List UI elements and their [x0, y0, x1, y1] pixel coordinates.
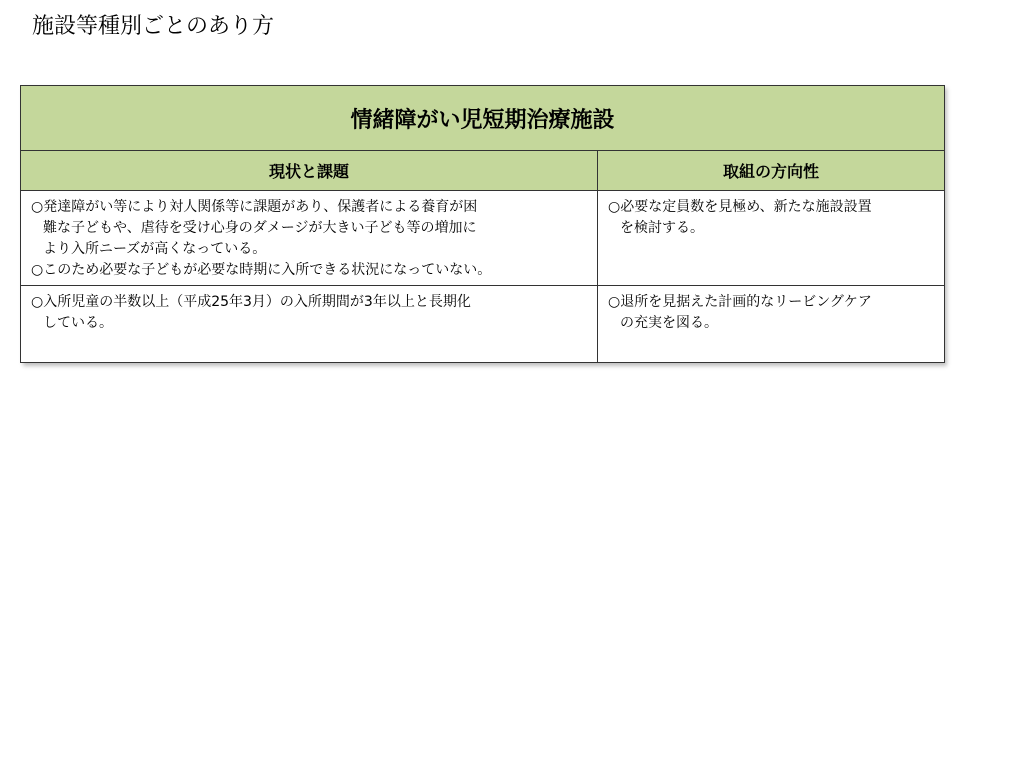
page-title: 施設等種別ごとのあり方	[32, 14, 275, 39]
issue-text-line: より入所ニーズが高くなっている。	[43, 241, 267, 257]
issue-text-line: ○このため必要な子どもが必要な時期に入所できる状況になっていない。	[31, 262, 492, 278]
issue-text-line: 難な子どもや、虐待を受け心身のダメージが大きい子ども等の増加に	[43, 220, 477, 236]
table-row	[21, 191, 945, 286]
direction-text-line: ○必要な定員数を見極め、新たな施設設置	[608, 199, 872, 215]
issues-cell	[21, 286, 598, 363]
issue-text-line: ○入所児童の半数以上（平成25年3月）の入所期間が3年以上と長期化	[31, 294, 471, 310]
facility-table	[20, 85, 944, 363]
facility-table-grid	[20, 85, 945, 363]
issue-text-line: している。	[43, 315, 113, 331]
direction-cell	[598, 191, 945, 286]
issues-cell	[21, 191, 598, 286]
column-header-direction: 取組の方向性	[598, 151, 945, 191]
direction-cell	[598, 286, 945, 363]
direction-text-line: を検討する。	[620, 220, 704, 236]
table-title: 情緒障がい児短期治療施設	[21, 86, 945, 151]
direction-text-line: の充実を図る。	[620, 315, 718, 331]
issue-text-line: ○発達障がい等により対人関係等に課題があり、保護者による養育が困	[31, 199, 478, 215]
direction-text-line: ○退所を見据えた計画的なリービングケア	[608, 294, 872, 310]
table-row	[21, 286, 945, 363]
column-header-current-issues: 現状と課題	[21, 151, 598, 191]
